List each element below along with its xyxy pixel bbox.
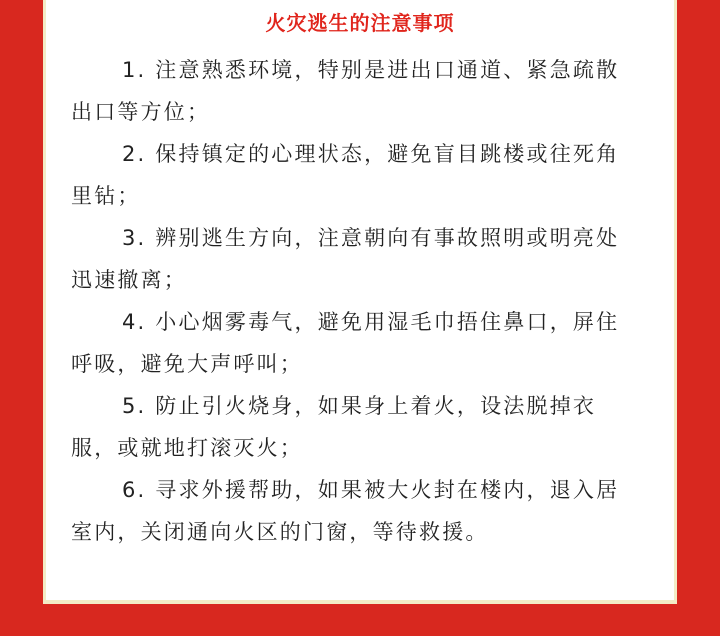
tip-item-1: 1. 注意熟悉环境，特别是进出口通道、紧急疏散出口等方位； [71,58,620,124]
tip-item-4: 4. 小心烟雾毒气，避免用湿毛巾捂住鼻口，屏住呼吸，避免大声呼叫； [71,310,620,376]
tip-item-6: 6. 寻求外援帮助，如果被大火封在楼内，退入居室内，关闭通向火区的门窗，等待救援。 [71,478,620,544]
page-title: 火灾逃生的注意事项 [265,11,455,35]
safety-card [46,0,674,600]
tip-item-5: 5. 防止引火烧身，如果身上着火，设法脱掉衣服，或就地打滚灭火； [71,394,597,460]
tip-item-3: 3. 辨别逃生方向，注意朝向有事故照明或明亮处迅速撤离； [71,226,620,292]
tip-item-2: 2. 保持镇定的心理状态，避免盲目跳楼或往死角里钻； [71,142,620,208]
tips-list [71,49,641,553]
